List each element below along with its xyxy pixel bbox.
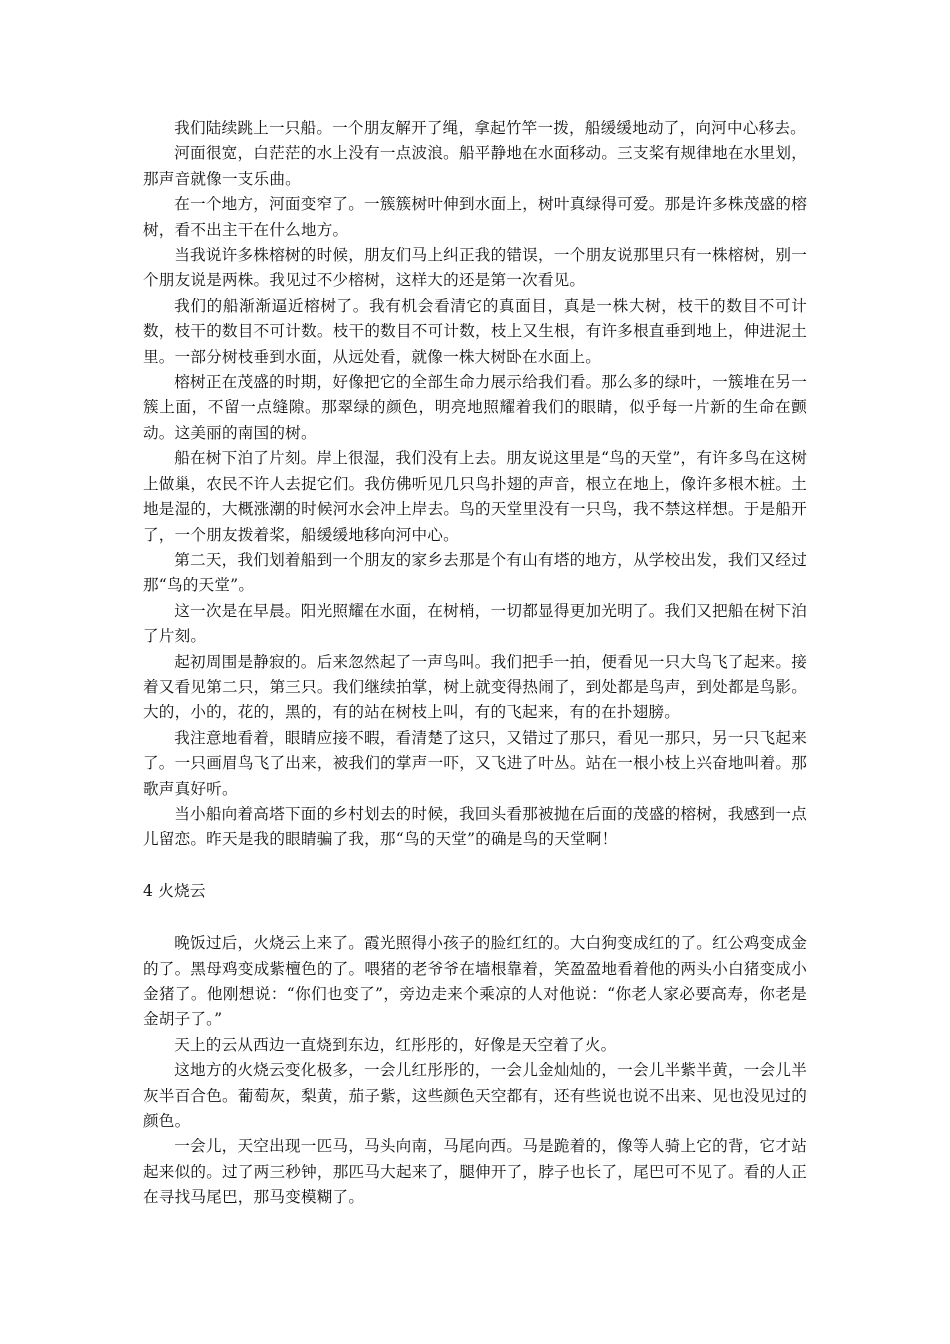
paragraph: 在一个地方，河面变窄了。一簇簇树叶伸到水面上，树叶真绿得可爱。那是许多株茂盛的榕树，看不出主干在什么地方。 (143, 195, 807, 239)
paragraph: 当我说许多株榕树的时候，朋友们马上纠正我的错误，一个朋友说那里只有一株榕树，别一个朋友说是两株。我见过不少榕树，这样大的还是第一次看见。 (143, 246, 807, 290)
paragraph: 第二天，我们划着船到一个朋友的家乡去那是个有山有塔的地方，从学校出发，我们又经过那“鸟的天堂”。 (143, 550, 807, 595)
paragraph: 一会儿，天空出现一匹马，马头向南，马尾向西。马是跪着的，像等人骑上它的背，它才站起来似的。过了两三秒钟，那匹马大起来了，腿伸开了，脖子也长了，尾巴可不见了。看的人正在寻找马尾巴，那马变模糊了。 (143, 1137, 807, 1207)
paragraph: 榕树正在茂盛的时期，好像把它的全部生命力展示给我们看。那么多的绿叶，一簇堆在另一簇上面，不留一点缝隙。那翠绿的颜色，明亮地照耀着我们的眼睛，似乎每一片新的生命在颤动。这美丽的南国的树。 (143, 373, 807, 442)
paragraph: 这地方的火烧云变化极多，一会儿红彤彤的，一会儿金灿灿的，一会儿半紫半黄，一会儿半灰半百合色。葡萄灰，梨黄，茄子紫，这些颜色天空都有，还有些说也说不出来、见也没见过的颜色。 (143, 1061, 807, 1131)
paragraph: 当小船向着高塔下面的乡村划去的时候，我回头看那被抛在后面的茂盛的榕树，我感到一点儿留恋。昨天是我的眼睛骗了我，那“鸟的天堂”的确是鸟的天堂啊！ (143, 804, 807, 849)
paragraph: 我们的船渐渐逼近榕树了。我有机会看清它的真面目，真是一株大树，枝干的数目不可计数，枝干的数目不可计数。枝干的数目不可计数，枝上又生根，有许多根直垂到地上，伸进泥土里。一部分树枝垂到水面，从远处看，就像一株大树卧在水面上。 (143, 296, 807, 366)
paragraph: 起初周围是静寂的。后来忽然起了一声鸟叫。我们把手一拍，便看见一只大鸟飞了起来。接着又看见第二只，第三只。我们继续拍掌，树上就变得热闹了，到处都是鸟声，到处都是鸟影。大的，小的，花的，黑的，有的站在树枝上叫，有的飞起来，有的在扑翅膀。 (143, 652, 807, 722)
paragraph: 晚饭过后，火烧云上来了。霞光照得小孩子的脸红红的。大白狗变成红的了。红公鸡变成金的了。黑母鸡变成紫檀色的了。喂猪的老爷爷在墙根靠着，笑盈盈地看着他的两头小白猪变成小金猪了。他刚想说：“你们也变了”，旁边走来个乘凉的人对他说：“你老人家必要高寿，你老是金胡子了。” (143, 934, 807, 1029)
paragraph: 船在树下泊了片刻。岸上很湿，我们没有上去。朋友说这里是“鸟的天堂”，有许多鸟在这树上做巢，农民不许人去捉它们。我仿佛听见几只鸟扑翅的声音，根立在地上，像许多根木桩。土地是湿的，大概涨潮的时候河水会冲上岸去。鸟的天堂里没有一只鸟，我不禁这样想。于是船开了，一个朋友拨着桨，船缓缓地移向河中心。 (143, 449, 807, 544)
section-birds-paradise (143, 116, 807, 853)
paragraph: 我们陆续跳上一只船。一个朋友解开了绳，拿起竹竿一拨，船缓缓地动了，向河中心移去。 (174, 119, 806, 137)
document-body (143, 116, 807, 1211)
section-fire-clouds (143, 931, 807, 1210)
paragraph: 这一次是在早晨。阳光照耀在水面，在树梢，一切都显得更加光明了。我们又把船在树下泊了片刻。 (143, 601, 807, 646)
paragraph: 我注意地看着，眼睛应接不暇，看清楚了这只，又错过了那只，看见一那只，另一只飞起来了。一只画眉鸟飞了出来，被我们的掌声一吓，又飞进了叶丛。站在一根小枝上兴奋地叫着。那歌声真好听。 (143, 728, 807, 798)
paragraph: 天上的云从西边一直烧到东边，红彤彤的，好像是天空着了火。 (174, 1035, 617, 1054)
section-heading: 4 火烧云 (143, 881, 206, 900)
paragraph: 河面很宽，白茫茫的水上没有一点波浪。船平静地在水面移动。三支桨有规律地在水里划，那声音就像一支乐曲。 (143, 144, 807, 188)
